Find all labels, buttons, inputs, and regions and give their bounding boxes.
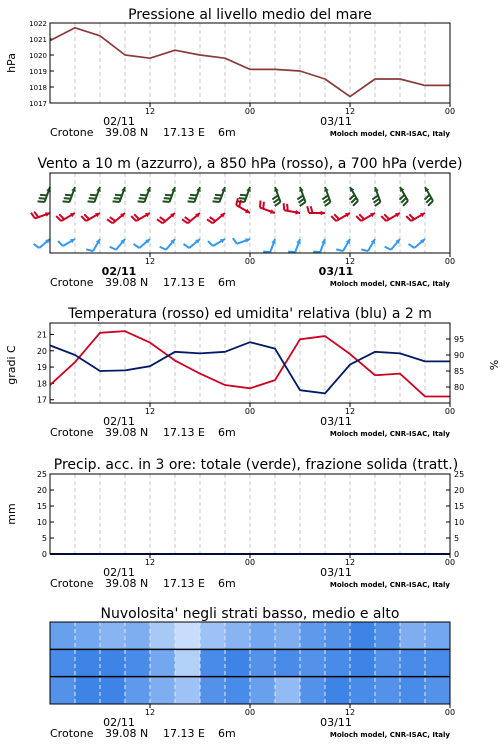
x-tick-label: 12 bbox=[344, 107, 356, 116]
date-label: 03/11 bbox=[318, 265, 354, 278]
wind-barb bbox=[425, 187, 433, 206]
wind-barb bbox=[307, 206, 325, 215]
location-text: 17.13 E bbox=[163, 577, 205, 590]
barb-feather bbox=[114, 198, 121, 199]
location-text: 6m bbox=[218, 727, 236, 740]
model-credit: Moloch model, CNR-ISAC, Italy bbox=[329, 130, 450, 138]
wind-panel bbox=[31, 156, 463, 289]
wind-barb bbox=[263, 239, 276, 252]
wind-barb bbox=[163, 187, 176, 202]
cloud-cell bbox=[200, 622, 226, 649]
wind-barb bbox=[406, 213, 425, 221]
cloud-cell bbox=[100, 677, 126, 704]
cloud-cell bbox=[50, 622, 76, 649]
x-tick-label: 00 bbox=[444, 107, 456, 116]
wind-barb bbox=[131, 213, 150, 221]
barb-feather bbox=[160, 217, 166, 221]
temperature-panel bbox=[5, 306, 500, 439]
y-tick-label: 25 bbox=[36, 470, 47, 479]
cloud-cell bbox=[75, 677, 101, 704]
location-text: 6m bbox=[218, 276, 236, 289]
barb-feather bbox=[190, 195, 197, 196]
cloud-cell bbox=[75, 622, 101, 649]
date-label: 02/11 bbox=[103, 716, 135, 729]
cloud-cell bbox=[225, 649, 251, 676]
barb-feather bbox=[182, 219, 188, 223]
cloud-cell bbox=[300, 677, 326, 704]
wind-x-labels bbox=[50, 253, 455, 289]
cloud-cell bbox=[225, 622, 251, 649]
cloud-cell bbox=[275, 649, 301, 676]
wind-barb bbox=[381, 213, 400, 221]
location-text: 39.08 N bbox=[105, 727, 149, 740]
barb-feather bbox=[409, 244, 415, 248]
y-tick-label: 25 bbox=[454, 470, 465, 479]
cloud-cell bbox=[100, 622, 126, 649]
barb-feather bbox=[38, 201, 45, 202]
cloud-cell bbox=[400, 677, 426, 704]
x-tick-label: 00 bbox=[244, 107, 256, 116]
barb-feather bbox=[287, 204, 288, 211]
barb-feather bbox=[275, 202, 281, 206]
y-tick-label: 19 bbox=[36, 363, 47, 373]
precip-x-labels bbox=[50, 554, 455, 590]
y-tick-label: 20 bbox=[36, 486, 47, 495]
wind-barb bbox=[138, 187, 151, 202]
barb-feather bbox=[110, 217, 116, 221]
barb-feather bbox=[210, 217, 216, 221]
wind-barb bbox=[236, 198, 250, 213]
barb-feather bbox=[163, 201, 170, 202]
barb-feather bbox=[157, 219, 163, 223]
barb-feather bbox=[39, 198, 46, 199]
precip-plot-frame bbox=[50, 474, 450, 554]
wind-barb bbox=[372, 187, 380, 206]
barb-feather bbox=[90, 195, 97, 196]
wind-barb bbox=[385, 239, 400, 250]
wind-barb bbox=[336, 239, 350, 251]
location-text: Crotone bbox=[50, 577, 94, 590]
cloud-cell bbox=[425, 622, 451, 649]
y-tick-label: 95 bbox=[454, 335, 465, 344]
cloud-cell bbox=[50, 649, 76, 676]
barb-feather bbox=[134, 244, 140, 248]
barb-feather bbox=[240, 195, 247, 196]
barb-feather bbox=[107, 219, 113, 223]
barb-feather bbox=[361, 249, 368, 251]
cloud-cell bbox=[400, 622, 426, 649]
temperature-plot-frame bbox=[50, 323, 450, 403]
cloud-cell bbox=[175, 677, 201, 704]
y-tick-label: 1020 bbox=[29, 52, 47, 60]
wind-barb bbox=[284, 203, 300, 214]
wind-barb bbox=[63, 187, 76, 202]
barb-feather bbox=[288, 252, 295, 253]
wind-barb bbox=[56, 213, 75, 221]
barb-feather bbox=[34, 212, 38, 218]
model-credit: Moloch model, CNR-ISAC, Italy bbox=[329, 581, 450, 589]
location-text: 17.13 E bbox=[163, 426, 205, 439]
temperature-grid bbox=[75, 323, 425, 403]
barb-feather bbox=[311, 206, 313, 213]
barb-feather bbox=[65, 195, 72, 196]
cloud-cell bbox=[425, 677, 451, 704]
model-credit: Moloch model, CNR-ISAC, Italy bbox=[329, 430, 450, 438]
date-label: 02/11 bbox=[103, 415, 135, 428]
cloud-cell bbox=[200, 649, 226, 676]
barb-feather bbox=[139, 198, 146, 199]
cloud-cell bbox=[50, 677, 76, 704]
barb-feather bbox=[208, 241, 213, 246]
pressure-ylabel: hPa bbox=[5, 53, 18, 73]
y-tick-label: 18 bbox=[36, 379, 47, 389]
y-tick-label: 85 bbox=[454, 367, 465, 376]
cloud-cell bbox=[150, 677, 176, 704]
temperature-title: Temperatura (rosso) ed umidita' relativa (blu) a 2 m bbox=[68, 306, 432, 322]
y-tick-label: 17 bbox=[36, 395, 47, 405]
y-tick-label: 10 bbox=[36, 518, 47, 527]
barb-feather bbox=[325, 202, 331, 206]
barb-feather bbox=[40, 195, 47, 196]
barb-feather bbox=[215, 195, 222, 196]
x-tick-label: 00 bbox=[244, 708, 256, 717]
barb-feather bbox=[375, 202, 381, 206]
barb-feather bbox=[324, 199, 330, 203]
x-tick-label: 12 bbox=[144, 558, 156, 567]
wind-barb bbox=[322, 187, 330, 206]
cloud-cell bbox=[275, 622, 301, 649]
wind-barb bbox=[184, 239, 200, 248]
wind-barb bbox=[81, 213, 100, 221]
location-text: Crotone bbox=[50, 276, 94, 289]
x-tick-label: 00 bbox=[444, 558, 456, 567]
barb-feather bbox=[185, 217, 191, 221]
cloud-cell bbox=[325, 677, 351, 704]
barb-feather bbox=[313, 252, 320, 253]
model-credit: Moloch model, CNR-ISAC, Italy bbox=[329, 280, 450, 288]
wind-barb bbox=[233, 238, 250, 244]
barb-feather bbox=[164, 198, 171, 199]
x-tick-label: 12 bbox=[344, 407, 356, 416]
cloud-cell bbox=[375, 649, 401, 676]
cloud-cell bbox=[125, 622, 151, 649]
cloud-cells bbox=[50, 622, 451, 704]
wind-barb bbox=[356, 213, 375, 221]
wind-barb bbox=[297, 187, 305, 206]
cloud-cell bbox=[375, 622, 401, 649]
location-text: 39.08 N bbox=[105, 426, 149, 439]
barb-feather bbox=[300, 202, 306, 206]
barb-feather bbox=[138, 201, 145, 202]
wind-barbs bbox=[31, 187, 433, 252]
wind-barb bbox=[260, 201, 275, 214]
location-text: 6m bbox=[218, 426, 236, 439]
barb-feather bbox=[385, 247, 391, 250]
cloud-cell bbox=[375, 677, 401, 704]
barb-feather bbox=[274, 199, 280, 203]
y-tick-label: 5 bbox=[454, 534, 460, 543]
wind-barb bbox=[34, 239, 50, 248]
date-label: 02/11 bbox=[101, 265, 137, 278]
barb-feather bbox=[110, 247, 116, 250]
y-tick-label: 1018 bbox=[29, 84, 47, 92]
precip-title: Precip. acc. in 3 ore: totale (verde), frazione solida (tratt.) bbox=[53, 457, 459, 473]
precip-ylabel: mm bbox=[5, 503, 18, 525]
cloud-cell bbox=[250, 677, 276, 704]
cloud-cell bbox=[100, 649, 126, 676]
date-label: 03/11 bbox=[320, 716, 352, 729]
x-tick-label: 00 bbox=[444, 257, 456, 266]
cloud-cell bbox=[300, 649, 326, 676]
y-tick-label: 1022 bbox=[29, 20, 47, 28]
y-tick-label: 0 bbox=[454, 550, 460, 559]
location-text: 6m bbox=[218, 126, 236, 139]
cloud-cell bbox=[125, 677, 151, 704]
date-label: 03/11 bbox=[320, 115, 352, 128]
barb-feather bbox=[239, 198, 246, 199]
cloud-cell bbox=[175, 622, 201, 649]
location-text: 39.08 N bbox=[105, 577, 149, 590]
y-tick-label: 0 bbox=[41, 550, 47, 559]
wind-barb bbox=[113, 187, 126, 202]
pressure-grid bbox=[75, 23, 425, 103]
x-tick-label: 00 bbox=[244, 407, 256, 416]
barb-feather bbox=[160, 247, 166, 250]
y-tick-label: 21 bbox=[36, 330, 47, 340]
cloud-cell bbox=[425, 649, 451, 676]
location-text: 39.08 N bbox=[105, 126, 149, 139]
barb-feather bbox=[263, 202, 264, 209]
wind-barb bbox=[361, 239, 375, 251]
x-tick-label: 00 bbox=[444, 407, 456, 416]
barb-feather bbox=[31, 213, 35, 219]
y-tick-label: 80 bbox=[454, 383, 465, 392]
location-text: 39.08 N bbox=[105, 276, 149, 289]
cloud-cell bbox=[350, 677, 376, 704]
barb-feather bbox=[374, 199, 380, 203]
barb-feather bbox=[140, 195, 147, 196]
cloud-title: Nuvolosita' negli strati basso, medio e alto bbox=[100, 606, 400, 622]
model-credit: Moloch model, CNR-ISAC, Italy bbox=[329, 731, 450, 739]
x-tick-label: 12 bbox=[344, 558, 356, 567]
date-label: 03/11 bbox=[320, 566, 352, 579]
location-text: 6m bbox=[218, 577, 236, 590]
cloud-cell bbox=[225, 677, 251, 704]
location-text: 17.13 E bbox=[163, 126, 205, 139]
wind-barb bbox=[38, 187, 51, 202]
y-tick-label: 20 bbox=[36, 346, 47, 356]
wind-barb bbox=[208, 239, 225, 246]
location-text: Crotone bbox=[50, 727, 94, 740]
y-tick-label: 1017 bbox=[29, 100, 47, 108]
precip-grid bbox=[75, 474, 425, 554]
humidity-ylabel: % bbox=[487, 359, 500, 371]
cloud-cell bbox=[250, 622, 276, 649]
barb-feather bbox=[263, 252, 270, 253]
x-tick-label: 12 bbox=[144, 107, 156, 116]
temperature-x-labels bbox=[50, 403, 455, 439]
pressure-panel bbox=[5, 7, 455, 139]
wind-barb bbox=[160, 239, 175, 250]
x-tick-label: 12 bbox=[144, 407, 156, 416]
barb-feather bbox=[233, 238, 237, 244]
barb-feather bbox=[64, 198, 71, 199]
barb-feather bbox=[88, 201, 95, 202]
location-text: 17.13 E bbox=[163, 727, 205, 740]
wind-barb bbox=[331, 213, 350, 221]
wind-barb bbox=[107, 213, 125, 223]
pressure-title: Pressione al livello medio del mare bbox=[128, 7, 372, 23]
barb-feather bbox=[214, 198, 221, 199]
barb-feather bbox=[113, 201, 120, 202]
wind-barb bbox=[182, 213, 200, 223]
cloud-panel bbox=[50, 606, 455, 740]
barb-feather bbox=[213, 201, 220, 202]
x-tick-label: 12 bbox=[344, 708, 356, 717]
y-tick-label: 5 bbox=[41, 534, 47, 543]
pressure-x-labels bbox=[50, 103, 455, 139]
pressure-plot-frame bbox=[50, 23, 450, 103]
y-tick-label: 1019 bbox=[29, 68, 47, 76]
y-tick-label: 20 bbox=[454, 486, 465, 495]
y-tick-label: 15 bbox=[454, 502, 465, 511]
cloud-cell bbox=[300, 622, 326, 649]
barb-feather bbox=[336, 249, 343, 251]
barb-feather bbox=[260, 201, 261, 208]
wind-barb bbox=[58, 239, 75, 246]
barb-feather bbox=[63, 201, 70, 202]
barb-feather bbox=[188, 201, 195, 202]
location-text: 17.13 E bbox=[163, 276, 205, 289]
wind-barb bbox=[207, 213, 225, 223]
x-tick-label: 00 bbox=[244, 257, 256, 266]
cloud-cell bbox=[125, 649, 151, 676]
barb-feather bbox=[184, 244, 190, 248]
wind-barb bbox=[134, 239, 150, 248]
wind-barb bbox=[213, 187, 226, 202]
wind-barb bbox=[313, 239, 326, 252]
x-tick-label: 12 bbox=[144, 257, 156, 266]
barb-feather bbox=[165, 195, 172, 196]
cloud-cell bbox=[75, 649, 101, 676]
cloud-cell bbox=[175, 649, 201, 676]
cloud-cell bbox=[325, 622, 351, 649]
wind-barb bbox=[288, 239, 301, 252]
barb-feather bbox=[86, 249, 93, 251]
cloud-cell bbox=[325, 649, 351, 676]
cloud-cell bbox=[250, 649, 276, 676]
cloud-cell bbox=[275, 677, 301, 704]
cloud-cell bbox=[150, 649, 176, 676]
cloud-cell bbox=[350, 622, 376, 649]
barb-feather bbox=[207, 219, 213, 223]
barb-feather bbox=[284, 203, 285, 210]
wind-barb bbox=[31, 212, 50, 219]
barb-feather bbox=[89, 198, 96, 199]
temperature-ylabel: gradi C bbox=[5, 345, 18, 385]
wind-barb bbox=[157, 213, 175, 223]
cloud-cell bbox=[400, 649, 426, 676]
cloud-cell bbox=[200, 677, 226, 704]
wind-barb bbox=[409, 239, 425, 248]
barb-feather bbox=[115, 195, 122, 196]
location-text: Crotone bbox=[50, 126, 94, 139]
y-tick-label: 15 bbox=[36, 502, 47, 511]
barb-feather bbox=[236, 198, 238, 205]
cloud-cell bbox=[150, 622, 176, 649]
date-label: 02/11 bbox=[103, 566, 135, 579]
wind-barb bbox=[400, 187, 408, 206]
wind-barb bbox=[188, 187, 201, 202]
date-label: 03/11 bbox=[320, 415, 352, 428]
x-tick-label: 12 bbox=[144, 708, 156, 717]
wind-barb bbox=[88, 187, 101, 202]
wind-barb bbox=[86, 239, 100, 251]
barb-arrowhead bbox=[321, 211, 325, 216]
x-tick-label: 00 bbox=[244, 558, 256, 567]
barb-feather bbox=[299, 199, 305, 203]
cloud-cell bbox=[350, 649, 376, 676]
wind-barb bbox=[272, 187, 280, 206]
location-text: Crotone bbox=[50, 426, 94, 439]
wind-barb bbox=[110, 239, 125, 250]
barb-feather bbox=[307, 206, 309, 213]
wind-title: Vento a 10 m (azzurro), a 850 hPa (rosso), a 700 hPa (verde) bbox=[37, 156, 463, 172]
barb-feather bbox=[58, 241, 63, 246]
y-tick-label: 10 bbox=[454, 518, 465, 527]
precip-panel bbox=[5, 457, 464, 590]
wind-barb bbox=[238, 187, 251, 202]
barb-feather bbox=[34, 244, 40, 248]
wind-barb bbox=[350, 187, 358, 206]
date-label: 02/11 bbox=[103, 115, 135, 128]
x-tick-label: 12 bbox=[344, 257, 356, 266]
y-tick-label: 90 bbox=[454, 351, 465, 360]
cloud-x-labels bbox=[50, 704, 455, 740]
y-tick-label: 1021 bbox=[29, 36, 47, 44]
x-tick-label: 00 bbox=[444, 708, 456, 717]
barb-feather bbox=[189, 198, 196, 199]
